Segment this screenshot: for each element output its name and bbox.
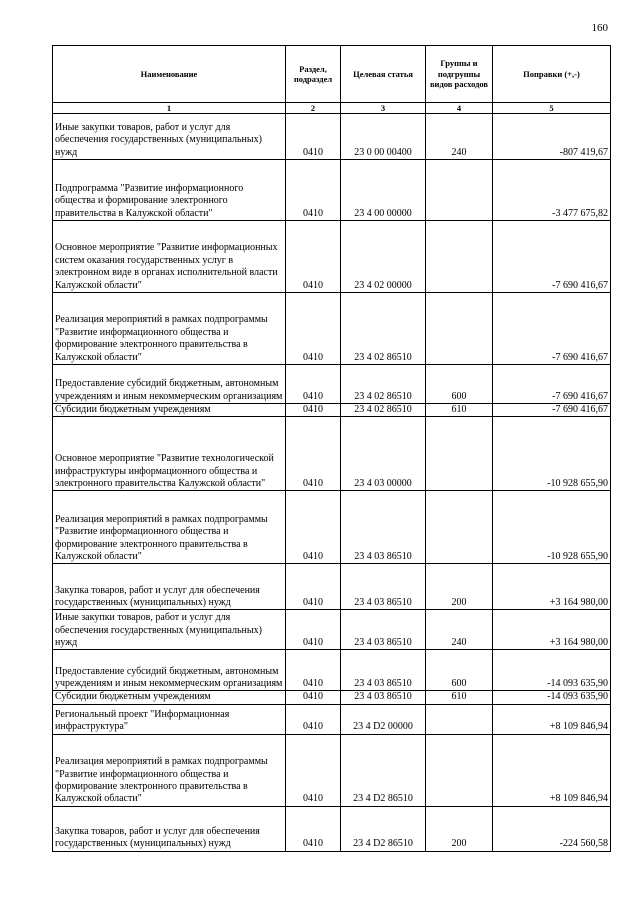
row-name: Иные закупки товаров, работ и услуг для обеспечения государственных (муниципальных) нужд xyxy=(53,610,286,650)
row-target: 23 4 03 86510 xyxy=(341,610,426,650)
row-amount: -3 477 675,82 xyxy=(493,160,611,221)
table-row xyxy=(53,365,611,404)
row-group xyxy=(426,293,493,365)
row-name: Основное мероприятие "Развитие технологической инфраструктуры информационного общества и электронного правительства Калужской области" xyxy=(53,417,286,491)
table-row xyxy=(53,221,611,293)
row-section: 0410 xyxy=(286,610,341,650)
row-section: 0410 xyxy=(286,221,341,293)
row-group: 610 xyxy=(426,691,493,704)
row-target: 23 4 D2 00000 xyxy=(341,704,426,734)
table-row xyxy=(53,293,611,365)
table-row xyxy=(53,704,611,734)
column-number-row xyxy=(53,103,611,114)
row-section: 0410 xyxy=(286,491,341,564)
column-number: 3 xyxy=(341,103,426,114)
row-amount: +3 164 980,00 xyxy=(493,564,611,610)
table-row xyxy=(53,806,611,851)
header-name: Наименование xyxy=(53,46,286,103)
column-number: 2 xyxy=(286,103,341,114)
row-name: Закупка товаров, работ и услуг для обеспечения государственных (муниципальных) нужд xyxy=(53,806,286,851)
row-amount: -14 093 635,90 xyxy=(493,650,611,691)
row-section: 0410 xyxy=(286,404,341,417)
row-section: 0410 xyxy=(286,691,341,704)
row-name: Закупка товаров, работ и услуг для обеспечения государственных (муниципальных) нужд xyxy=(53,564,286,610)
row-name: Субсидии бюджетным учреждениям xyxy=(53,404,286,417)
row-group xyxy=(426,491,493,564)
row-name: Предоставление субсидий бюджетным, автономным учреждениям и иным некоммерческим организациям xyxy=(53,365,286,404)
column-number: 1 xyxy=(53,103,286,114)
row-section: 0410 xyxy=(286,160,341,221)
row-amount: -10 928 655,90 xyxy=(493,417,611,491)
row-group: 240 xyxy=(426,114,493,160)
table-row xyxy=(53,491,611,564)
row-name: Иные закупки товаров, работ и услуг для обеспечения государственных (муниципальных) нужд xyxy=(53,114,286,160)
table-header-row xyxy=(53,46,611,103)
row-section: 0410 xyxy=(286,564,341,610)
table-row xyxy=(53,564,611,610)
row-group xyxy=(426,221,493,293)
row-group: 610 xyxy=(426,404,493,417)
row-group xyxy=(426,704,493,734)
row-target: 23 4 03 00000 xyxy=(341,417,426,491)
row-amount: +8 109 846,94 xyxy=(493,734,611,806)
row-group: 600 xyxy=(426,365,493,404)
row-section: 0410 xyxy=(286,704,341,734)
row-target: 23 4 03 86510 xyxy=(341,691,426,704)
row-group: 240 xyxy=(426,610,493,650)
table-row xyxy=(53,734,611,806)
header-amount: Поправки (+,-) xyxy=(493,46,611,103)
row-name: Основное мероприятие "Развитие информационных систем оказания государственных услуг в электронном виде в органах исполнительной власти Калужской области" xyxy=(53,221,286,293)
row-name: Предоставление субсидий бюджетным, автономным учреждениям и иным некоммерческим организациям xyxy=(53,650,286,691)
row-section: 0410 xyxy=(286,417,341,491)
table-row xyxy=(53,417,611,491)
row-name: Реализация мероприятий в рамках подпрограммы "Развитие информационного общества и формирование электронного правительства в Калужской области" xyxy=(53,491,286,564)
row-group xyxy=(426,734,493,806)
row-amount: +8 109 846,94 xyxy=(493,704,611,734)
row-section: 0410 xyxy=(286,114,341,160)
row-name: Реализация мероприятий в рамках подпрограммы "Развитие информационного общества и формирование электронного правительства в Калужской области" xyxy=(53,734,286,806)
table-row xyxy=(53,691,611,704)
table-row xyxy=(53,650,611,691)
row-target: 23 4 03 86510 xyxy=(341,650,426,691)
row-name: Реализация мероприятий в рамках подпрограммы "Развитие информационного общества и формирование электронного правительства в Калужской области" xyxy=(53,293,286,365)
row-amount: -7 690 416,67 xyxy=(493,293,611,365)
row-group: 600 xyxy=(426,650,493,691)
column-number: 4 xyxy=(426,103,493,114)
row-target: 23 4 02 86510 xyxy=(341,365,426,404)
row-section: 0410 xyxy=(286,806,341,851)
row-section: 0410 xyxy=(286,650,341,691)
row-target: 23 4 03 86510 xyxy=(341,564,426,610)
row-amount: -807 419,67 xyxy=(493,114,611,160)
row-amount: -14 093 635,90 xyxy=(493,691,611,704)
row-group xyxy=(426,160,493,221)
row-group: 200 xyxy=(426,806,493,851)
row-amount: +3 164 980,00 xyxy=(493,610,611,650)
row-target: 23 4 02 86510 xyxy=(341,404,426,417)
table-row xyxy=(53,114,611,160)
row-name: Подпрограмма "Развитие информационного общества и формирование электронного правительства в Калужской области" xyxy=(53,160,286,221)
row-target: 23 4 02 86510 xyxy=(341,293,426,365)
row-target: 23 0 00 00400 xyxy=(341,114,426,160)
row-group: 200 xyxy=(426,564,493,610)
header-section: Раздел, подраздел xyxy=(286,46,341,103)
header-group: Группы и подгруппы видов расходов xyxy=(426,46,493,103)
row-amount: -224 560,58 xyxy=(493,806,611,851)
page-number: 160 xyxy=(591,22,608,34)
budget-table xyxy=(52,45,611,852)
header-target: Целевая статья xyxy=(341,46,426,103)
row-amount: -10 928 655,90 xyxy=(493,491,611,564)
row-target: 23 4 D2 86510 xyxy=(341,734,426,806)
row-section: 0410 xyxy=(286,365,341,404)
row-amount: -7 690 416,67 xyxy=(493,221,611,293)
table-row xyxy=(53,610,611,650)
row-target: 23 4 00 00000 xyxy=(341,160,426,221)
row-target: 23 4 D2 86510 xyxy=(341,806,426,851)
row-name: Региональный проект "Информационная инфраструктура" xyxy=(53,704,286,734)
row-target: 23 4 02 00000 xyxy=(341,221,426,293)
row-section: 0410 xyxy=(286,734,341,806)
row-amount: -7 690 416,67 xyxy=(493,365,611,404)
row-name: Субсидии бюджетным учреждениям xyxy=(53,691,286,704)
row-group xyxy=(426,417,493,491)
table-row xyxy=(53,160,611,221)
row-target: 23 4 03 86510 xyxy=(341,491,426,564)
row-amount: -7 690 416,67 xyxy=(493,404,611,417)
table-row xyxy=(53,404,611,417)
column-number: 5 xyxy=(493,103,611,114)
row-section: 0410 xyxy=(286,293,341,365)
